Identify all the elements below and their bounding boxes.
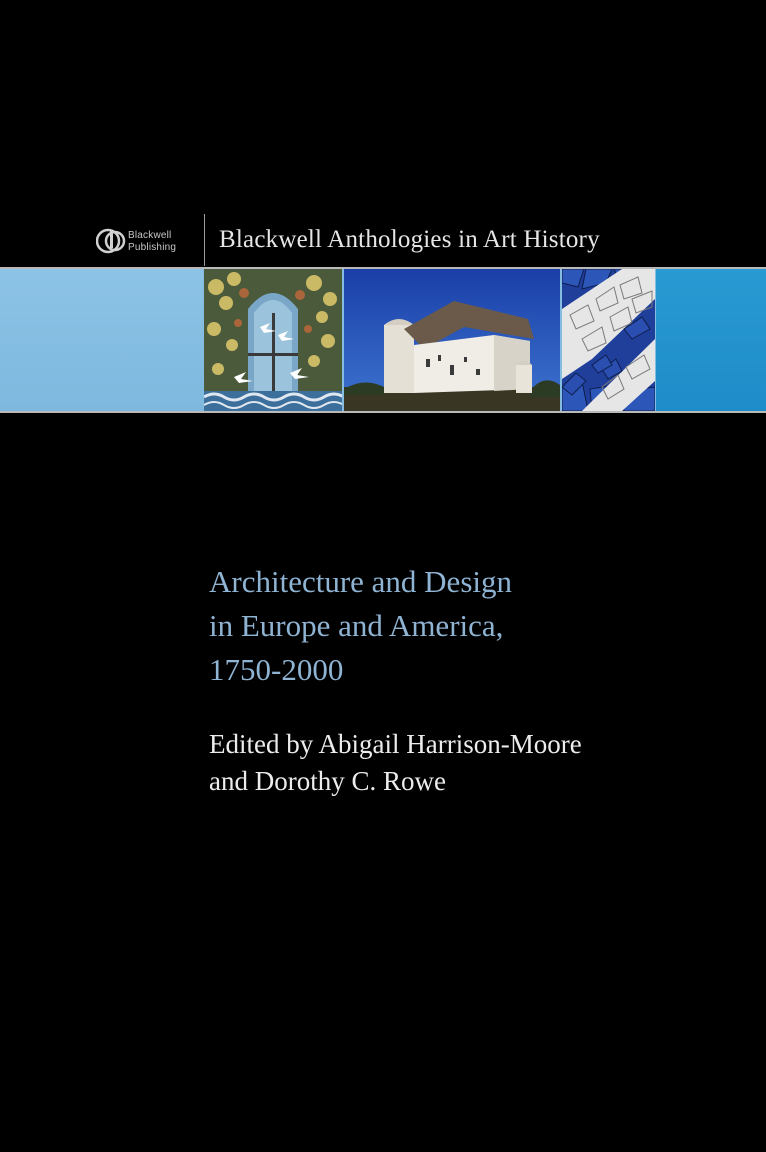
book-title-line-2: in Europe and America,	[209, 608, 504, 643]
editors-line-2: and Dorothy C. Rowe	[209, 766, 446, 796]
band-right-panel	[656, 267, 766, 413]
book-title-line-3: 1750-2000	[209, 652, 344, 687]
editors-line-1: Edited by Abigail Harrison-Moore	[209, 729, 582, 759]
editors	[209, 726, 729, 800]
band-bottom-rule	[0, 411, 766, 413]
book-title-line-1: Architecture and Design	[209, 564, 512, 599]
series-title: Blackwell Anthologies in Art History	[219, 226, 600, 253]
blackwell-logo-icon	[96, 226, 126, 256]
band-left-panel	[0, 267, 203, 413]
publisher-logo	[96, 222, 186, 258]
mosaic-image	[562, 269, 655, 411]
logo-text-publishing: Publishing	[128, 242, 177, 253]
book-title	[209, 560, 729, 692]
image-band	[0, 267, 766, 413]
chapel-photo	[344, 269, 560, 411]
stained-glass-image	[204, 269, 342, 411]
series-divider	[204, 214, 205, 266]
logo-text-blackwell: Blackwell	[128, 230, 172, 241]
